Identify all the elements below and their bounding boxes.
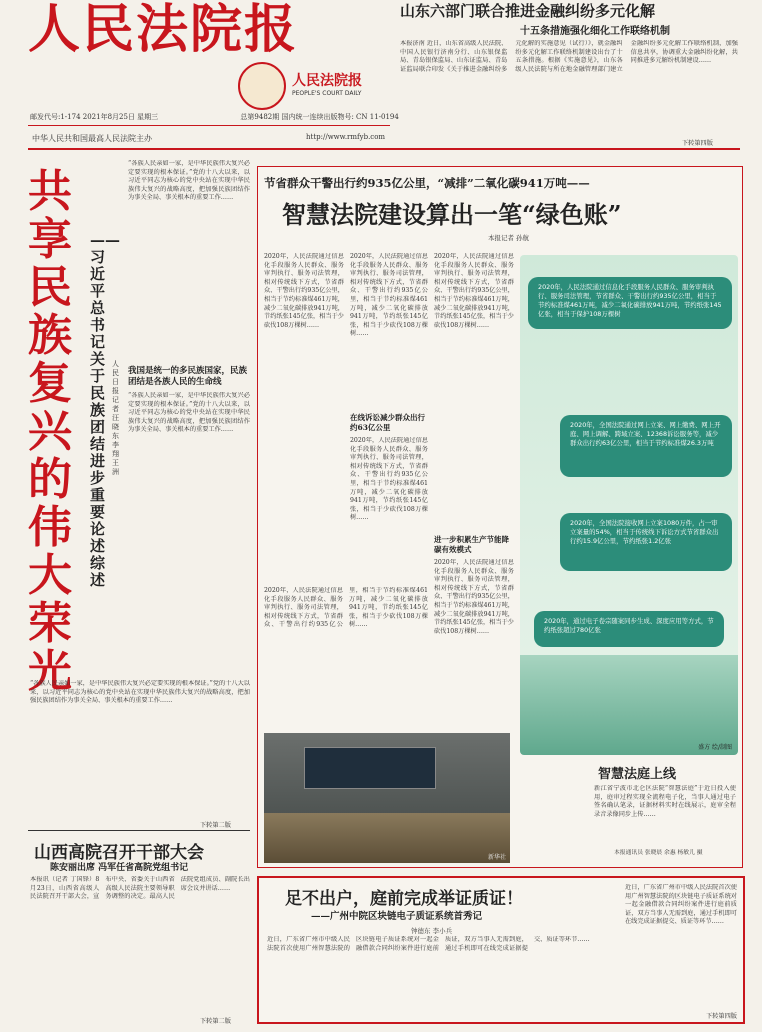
infographic-pill-4: 2020年，通过电子卷宗随案同步生成、深度应用等方式，节约纸张超过780亿张 <box>534 611 724 647</box>
vertical-article-body-2: “各族人民亲如一家，是中华民族伟大复兴必定要实现的根本保证。”党的十八大以来，以习近平同志为核心的党中央站在实现中华民族伟大复兴的战略高度，把加强民族团结作为事关全局、事关根本的重要工作…… <box>128 392 250 434</box>
left-bottom-headline: 山西高院召开干部大会 <box>34 843 204 863</box>
logo-text: 人民法院报 <box>292 73 362 89</box>
feature-body-col1: 2020年，人民法院通过信息化手段服务人民群众、服务审判执行、服务司法管理，相对传统线下方式，节省群众、干警出行约935亿公里，相当于节约标准煤461万吨，减少二氧化碳排放941万吨，节约纸张145亿张，相当于少砍伐108万棵树…… <box>264 253 344 329</box>
top-right-article <box>390 0 740 150</box>
sidebar-body: 新江省宁波市北仑区法院“智慧法庭”于近日投入使用，庭审过程实现全流程电子化，当事人通过电子签名确认笔录，证据材料实时在线展示，庭审全程录音录像同步上传…… <box>594 785 736 818</box>
tagline: 中华人民共和国最高人民法院主办 <box>32 134 152 143</box>
issue-info: 邮发代号:1-174 2021年8月25日 星期三 <box>30 113 159 121</box>
feature-section1: 在线诉讼减少群众出行约63亿公里 <box>350 413 425 432</box>
photo-bench <box>264 813 510 863</box>
feature-byline: 本报记者 孙航 <box>488 234 530 242</box>
issue-info-strip <box>30 112 420 122</box>
infographic-city-graphic <box>520 655 738 755</box>
vertical-article-section-head: 我国是统一的多民族国家，民族团结是各族人民的生命线 <box>128 366 248 387</box>
top-right-more[interactable]: 下转第四版 <box>682 140 713 147</box>
feature-body-col2: 2020年，人民法院通过信息化手段服务人民群众、服务审判执行、服务司法管理，相对传统线下方式，节省群众、干警出行约935亿公里，相当于节约标准煤461万吨，减少二氧化碳排放941万吨，节约纸张145亿张，相当于少砍伐108万棵树…… <box>350 253 428 338</box>
feature-body-col1b: 2020年，人民法院通过信息化手段服务人民群众、服务审判执行、服务司法管理，相对传统线下方式，节省群众、干警出行约935亿公里，相当于节约标准煤461万吨，减少二氧化碳排放941万吨，节约纸张145亿张，相当于少砍伐108万棵树…… <box>264 587 428 629</box>
infographic-pill-1: 2020年，人民法院通过信息化手段服务人民群众、服务审判执行、服务司法管理，节省群众、干警出行约935亿公里，相当于节约标准煤461万吨，减少二氧化碳排放941万吨，节约纸张145亿张，相当于保护108万棵树 <box>528 277 732 329</box>
left-bottom-more[interactable]: 下转第二版 <box>200 1018 231 1025</box>
sidebar-credit: 本报通讯员 张晓晨 余惠 杨敏儿 摄 <box>614 850 703 856</box>
top-right-body: 本报济南 近日，山东省高级人民法院、中国人民银行济南分行、山东银保监局、青岛银保监局、山东证监局、青岛证监局联合印发《关于推进金融纠纷多元化解的实施意见（试行）》，就金融纠纷多元化解工作联络机制建设出台了十五条措施。根据《实施意见》，山东各级人民法院与所在地金融管理部门建立金融纠纷多元化解工作联络机制，加强信息共享，协调重大金融纠纷化解，共同推进多元解纷机制建设…… <box>400 40 738 73</box>
infographic-pill-3: 2020年，全国法院接收网上立案1080万件，占一审立案量的54%，相当于传统线下诉讼方式节省群众出行约15.9亿公里，节约纸张1.2亿张 <box>560 513 732 571</box>
feature-headline: 智慧法院建设算出一笔“绿色账” <box>282 200 622 229</box>
infographic <box>520 255 738 755</box>
section-rule <box>28 148 740 150</box>
left-bottom-subhead: 陈安丽出席 冯军任省高院党组书记 <box>50 863 189 873</box>
top-right-headline: 山东六部门联合推进金融纠纷多元化解 <box>400 2 656 20</box>
top-right-subhead: 十五条措施强化细化工作联络机制 <box>520 26 670 37</box>
masthead-logo <box>238 62 286 110</box>
vertical-article-byline: 人民日报记者 汪晓东 李翔 王洲 <box>112 360 119 476</box>
banner-en: PEOPLE'S COURT DAILY <box>292 90 362 97</box>
bottom-feature-body: 近日，广东省广州市中级人民法院首次使用广州智慧法院的区块链电子质证系统对一起金融借款合同纠纷案件进行庭前质证，双方当事人无需到庭，通过手机即可在线完成证据提交、质证等环节…… <box>267 936 590 952</box>
issue-number: 总第9482期 国内统一连续出版物号: CN 11-0194 <box>240 113 399 121</box>
photo-credit: 新华社 <box>487 854 506 861</box>
vertical-article-subtitle: ——习近平总书记关于民族团结进步重要论述综述 <box>90 231 120 589</box>
photo-screen <box>304 747 436 789</box>
bottom-feature-more[interactable]: 下转第四版 <box>706 1013 737 1020</box>
left-bottom-body: 本报讯（记者 丁国锋）8月23日，山西省高级人民法院召开干部大会，宣布中央、省委关于山西省高级人民法院主要领导职务调整的决定。最高人民法院党组成员、副院长出席会议并讲话…… <box>30 876 250 901</box>
bottom-feature-headline: 足不出户，庭前完成举证质证！ <box>285 889 523 909</box>
sidebar-title: 智慧法庭上线 <box>598 767 677 782</box>
left-divider <box>28 830 250 831</box>
infographic-pill-2: 2020年，全国法院通过网上立案、网上缴费、网上开庭、网上调解、跨域立案、12368诉讼服务等，减少群众出行约63亿公里，相当于节约标准煤26.3万吨 <box>560 415 732 477</box>
vertical-article-title: 共享民族复兴的伟大荣光 <box>28 166 72 697</box>
feature-body-col2b: 2020年，人民法院通过信息化手段服务人民群众、服务审判执行、服务司法管理，相对传统线下方式，节省群众、干警出行约935亿公里，相当于节约标准煤461万吨，减少二氧化碳排放941万吨，节约纸张145亿张，相当于少砍伐108万棵树…… <box>350 437 428 522</box>
bottom-feature <box>257 876 745 1024</box>
feature-body-col3b: 2020年，人民法院通过信息化手段服务人民群众、服务审判执行、服务司法管理，相对传统线下方式，节省群众、干警出行约935亿公里，相当于节约标准煤461万吨，减少二氧化碳排放941万吨，节约纸张145亿张，相当于少砍伐108万棵树…… <box>434 559 514 635</box>
website-url: http://www.rmfyb.com <box>306 133 386 141</box>
feature-section2: 进一步积累生产节能降碳有效模式 <box>434 535 509 554</box>
infographic-credit: 盛方 绘/制图 <box>698 744 732 751</box>
bottom-feature-byline: 钟德东 李小兵 <box>411 927 453 935</box>
vertical-article-more[interactable]: 下转第二版 <box>200 822 231 829</box>
feature-body-col3: 2020年，人民法院通过信息化手段服务人民群众、服务审判执行、服务司法管理，相对传统线下方式，节省群众、干警出行约935亿公里，相当于节约标准煤461万吨，减少二氧化碳排放941万吨，节约纸张145亿张，相当于少砍伐108万棵树…… <box>434 253 514 329</box>
feature-kicker: 节省群众干警出行约935亿公里，“减排”二氧化碳941万吨—— <box>264 176 590 190</box>
vertical-article-body: “各族人民亲如一家，是中华民族伟大复兴必定要实现的根本保证。”党的十八大以来，以习近平同志为核心的党中央站在实现中华民族伟大复兴的战略高度，把加强民族团结作为事关全局、事关根本的重要工作…… <box>128 160 250 202</box>
masthead-rule <box>28 125 390 126</box>
vertical-article-body-3: “各族人民亲如一家，是中华民族伟大复兴必定要实现的根本保证。”党的十八大以来，以习近平同志为核心的党中央站在实现中华民族伟大复兴的战略高度，把加强民族团结作为事关全局、事关根本的重要工作…… <box>30 680 250 705</box>
masthead-title: 人民法院报 <box>28 0 299 60</box>
bottom-feature-subhead: ——广州中院区块链电子质证系统首秀记 <box>311 911 483 922</box>
courtroom-photo <box>264 733 510 863</box>
bottom-feature-body-right: 近日，广东省广州市中级人民法院首次使用广州智慧法院的区块链电子质证系统对一起金融借款合同纠纷案件进行庭前质证，双方当事人无需到庭，通过手机即可在线完成证据提交、质证等环节…… <box>625 884 737 926</box>
